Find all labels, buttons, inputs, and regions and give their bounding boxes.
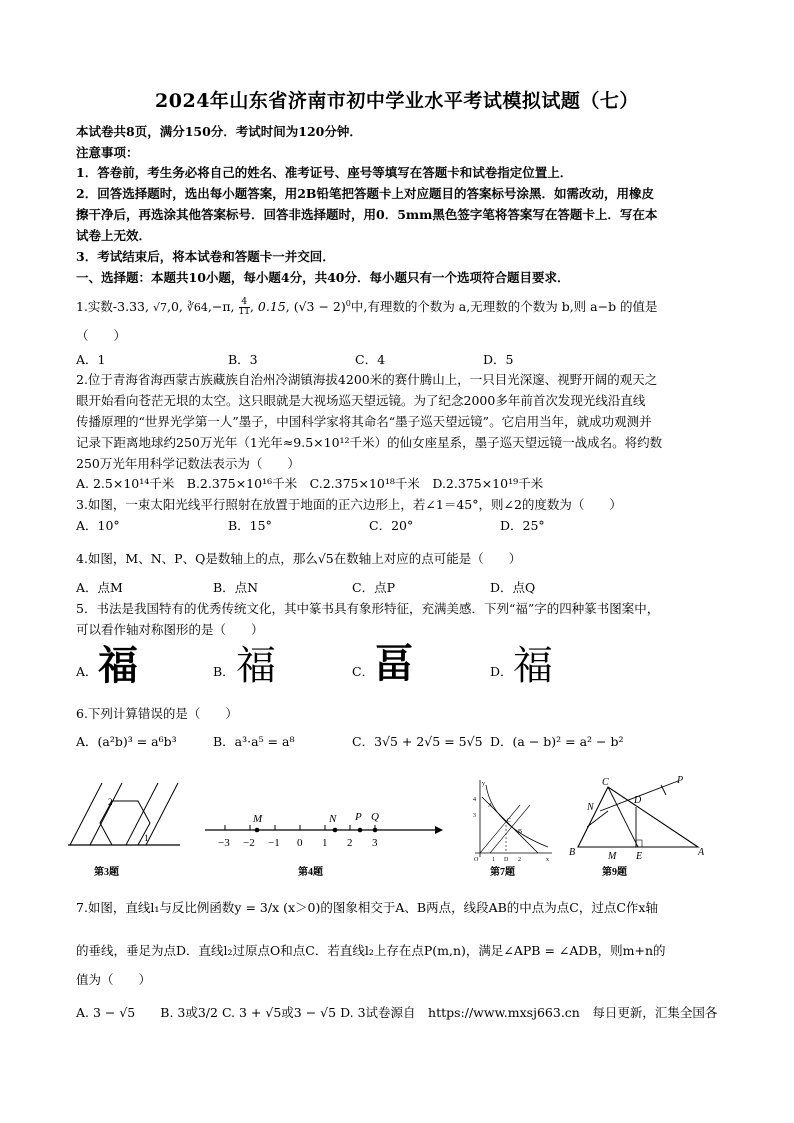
- fig9-line: [587, 811, 608, 827]
- q5-stem-line: 5．书法是我国特有的优秀传统文化，其中篆书具有象形特征，充满美感．下列“福”字的四种篆书图案中，: [76, 601, 660, 616]
- fig7-label: D: [504, 857, 509, 863]
- q1-negpi: ,−π,: [207, 299, 235, 314]
- note-line: 2．回答选择题时，选出每小题答案，用2B铅笔把答题卡上对应题目的答案标号涂黑．如需改动，用橡皮: [76, 186, 654, 201]
- note-line: 试卷上无效．: [76, 228, 152, 243]
- note-line: 3．考试结束后，将本试卷和答题卡一并交回．: [76, 249, 335, 264]
- q6-option-b: B．a³·a⁵ = a⁸: [213, 734, 295, 749]
- q2-line: 眼开始看向苍茫无垠的太空。这只眼就是大视场巡天望远镜。为了纪念2000多年前首次发现光线沿直线: [76, 393, 646, 408]
- q2-options: A. 2.5×10¹⁴千米 B.2.375×10¹⁶千米 C.2.375×10¹⁸千米 D.2.375×10¹⁹千米: [76, 476, 544, 491]
- q4-stem: [76, 549, 521, 567]
- q5-option-d-label: D．: [490, 664, 513, 679]
- q3-option-a: A．10°: [76, 518, 120, 533]
- q1-power-exp: 0: [345, 298, 351, 308]
- fig7-hyperbola: [486, 785, 548, 847]
- fig9-label: M: [608, 851, 617, 862]
- figure-7: [473, 780, 552, 878]
- q7-options: A. 3 − √5 B. 3或3/2 C. 3 + √5或3 − √5 D. 3试卷源自 https://www.mxsj663.cn 每日更新，汇集全国各: [76, 1005, 718, 1020]
- fig7-line: [490, 805, 530, 853]
- q1-lead: 1.实数-3.33,: [76, 299, 149, 314]
- q3-option-c: C．20°: [369, 518, 414, 533]
- q1-option-a: A．1: [76, 352, 106, 367]
- q6-option-c: C．3√5 + 2√5 = 5√5: [352, 734, 483, 749]
- fig7-label: x: [546, 857, 549, 863]
- seal-glyph-d: 福: [513, 643, 553, 689]
- q1-power: (√3 − 2): [293, 299, 346, 314]
- fig7-label: A: [488, 803, 493, 809]
- q1-option-b: B．3: [228, 352, 258, 367]
- fig9-label: N: [587, 802, 594, 813]
- fig4-point-q: [373, 828, 378, 833]
- fig7-label: 3: [473, 813, 476, 819]
- fig7-label: 4: [473, 797, 476, 803]
- fig4-label-m: M: [253, 813, 263, 825]
- q4-tail: 在数轴上对应的点可能是（ ）: [333, 551, 522, 566]
- fig9-right-angle: [636, 840, 642, 847]
- fig4-tick: −1: [268, 837, 280, 849]
- fig7-label: 1: [492, 857, 495, 863]
- fig3-angle-1: 1: [144, 833, 149, 843]
- note-line: 擦干净后，再选涂其他答案标号．回答非选择题时，用0．5mm黑色签字笔将答案写在答题卡上．写在本: [76, 207, 658, 222]
- figure-caption: 第9题: [602, 867, 627, 878]
- fig9-label: P: [677, 775, 684, 786]
- fig4-tick: −2: [243, 837, 255, 849]
- q2-line: 传播原理的“世界光学第一人”墨子，中国科学家将其命名“墨子巡天望远镜”。它启用当年，就成功观测并: [76, 414, 652, 429]
- q4-lead: 4.如图，M、N、P、Q是数轴上的点，那么: [76, 551, 318, 566]
- q1-zero: ,0,: [166, 299, 183, 314]
- q4-option-b: B．点N: [213, 580, 259, 595]
- fig7-label: O: [474, 857, 479, 863]
- fig4-tick: 2: [347, 837, 353, 849]
- q3-option-b: B．15°: [228, 518, 272, 533]
- q1-repeating-decimal: 0.15: [257, 299, 286, 314]
- fig3-ray: [126, 783, 158, 845]
- fig3-ray: [146, 783, 178, 845]
- fig4-label-p: P: [355, 811, 362, 823]
- q1-fraction: [239, 298, 250, 317]
- fig4-arrow: [435, 826, 443, 834]
- fig9-label: B: [569, 847, 576, 858]
- figure-3: [68, 783, 180, 878]
- q7-line: 值为（ ）: [76, 972, 152, 987]
- q5-option-b-label: B．: [213, 664, 235, 679]
- note-line: 1．答卷前，考生务必将自己的姓名、准考证号、座号等填写在答题卡和试卷指定位置上．: [76, 165, 573, 180]
- q1-frac-den: 11: [238, 307, 250, 317]
- question-1-stem: 1.实数-3.33, √7,0, ∛64,−π, $\frac{4}{11}$ , 0.15, $(√3 - 2)^0$中,有理数的个数为 a,无理数的个数为 b,则 a−b 的值是: [76, 297, 658, 317]
- q2-line: 记录下距离地球约250万光年（1光年≈9.5×10¹²千米）的仙女座星系，墨子巡天望远镜一战成名。将约数: [76, 435, 663, 450]
- q2-line: 250万光年用科学记数法表示为（ ）: [76, 456, 300, 471]
- fig4-tick: 0: [297, 837, 303, 849]
- fig9-label: A: [698, 847, 705, 858]
- figure-4: [205, 811, 443, 878]
- q4-option-a: A．点M: [76, 580, 123, 595]
- fig9-label: E: [636, 851, 643, 862]
- q5-option-c-label: C．: [352, 664, 375, 679]
- q6-option-d: D．(a − b)² = a² − b²: [490, 734, 624, 749]
- q6-option-a: A．(a²b)³ = a⁶b³: [76, 734, 177, 749]
- figure-caption: 第3题: [94, 867, 119, 878]
- page-title: 2024年山东省济南市初中学业水平考试模拟试题（七）: [155, 90, 639, 112]
- q7-line: 的垂线，垂足为点D．直线l₂过原点O和点C．若直线l₂上存在点P(m,n)，满足∠APB = ∠ADB，则m+n的: [76, 943, 666, 958]
- fig7-label: 2: [518, 857, 521, 863]
- fig4-tick: 3: [372, 837, 378, 849]
- q1-option-c: C．4: [355, 352, 386, 367]
- figure-caption: 第4题: [298, 867, 323, 878]
- fig3-hexagon: [100, 801, 150, 845]
- q1-frac-num: 4: [239, 298, 250, 308]
- q1-sqrt7: √7: [152, 301, 167, 314]
- q7-line: 7.如图，直线l₁与反比例函数y = 3/x (x＞0)的图象相交于A、B两点，线段AB的中点为点C，过点C作x轴: [76, 900, 658, 915]
- q5-stem-line: 可以看作轴对称图形的是（ ）: [76, 622, 264, 637]
- section-heading: 一、选择题：本题共10小题，每小题4分，共40分．每小题只有一个选项符合题目要求．: [76, 270, 570, 285]
- q2-line: 2.位于青海省海西蒙古族藏族自治州冷湖镇海拔4200米的赛什腾山上，一只目光深邃、视野开阔的观天之: [76, 372, 658, 387]
- fig4-label-q: Q: [371, 811, 379, 823]
- q4-sqrt5: √5: [317, 551, 334, 566]
- answer-paren: （ ）: [76, 328, 127, 343]
- fig3-ray: [90, 783, 122, 845]
- fig9-label: D: [634, 795, 642, 806]
- seal-glyph-c: 畐: [374, 640, 414, 687]
- fig7-label: C: [507, 818, 512, 824]
- fig4-point-p: [358, 828, 363, 833]
- fig3-angle-2: 2: [108, 797, 113, 807]
- fig4-label-n: N: [329, 813, 337, 825]
- seal-glyph-b: 福: [236, 643, 276, 689]
- fig4-tick: −3: [218, 837, 230, 849]
- fig4-point-n: [333, 828, 338, 833]
- figure-caption: 第7题: [490, 867, 515, 878]
- fig7-label: B: [518, 829, 523, 835]
- q4-option-d: D．点Q: [490, 580, 536, 595]
- notes-heading: 注意事项：: [76, 145, 139, 160]
- figures-row: [60, 775, 740, 880]
- fig3-ray: [70, 783, 102, 845]
- fig4-point-m: [255, 828, 260, 833]
- q1-cbrt64: ∛64: [186, 301, 208, 314]
- q4-option-c: C．点P: [352, 580, 395, 595]
- fig9-label: C: [602, 777, 609, 788]
- q5-option-a-label: A．: [76, 664, 98, 679]
- q1-option-d: D．5: [483, 352, 514, 367]
- figure-9: [569, 775, 705, 878]
- seal-glyph-a: 福: [98, 642, 138, 689]
- exam-intro: 本试卷共8页，满分150分．考试时间为120分钟．: [76, 124, 362, 139]
- q3-stem: 3.如图，一束太阳光线平行照射在放置于地面的正六边形上，若∠1＝45°，则∠2的度数为（ ）: [76, 497, 622, 512]
- q6-stem: 6.下列计算错误的是（ ）: [76, 706, 238, 721]
- q3-option-d: D．25°: [500, 518, 545, 533]
- fig7-label: y: [482, 781, 485, 787]
- q1-tail: 中,有理数的个数为 a,无理数的个数为 b,则 a−b 的值是: [350, 299, 658, 314]
- fig4-tick: 1: [322, 837, 328, 849]
